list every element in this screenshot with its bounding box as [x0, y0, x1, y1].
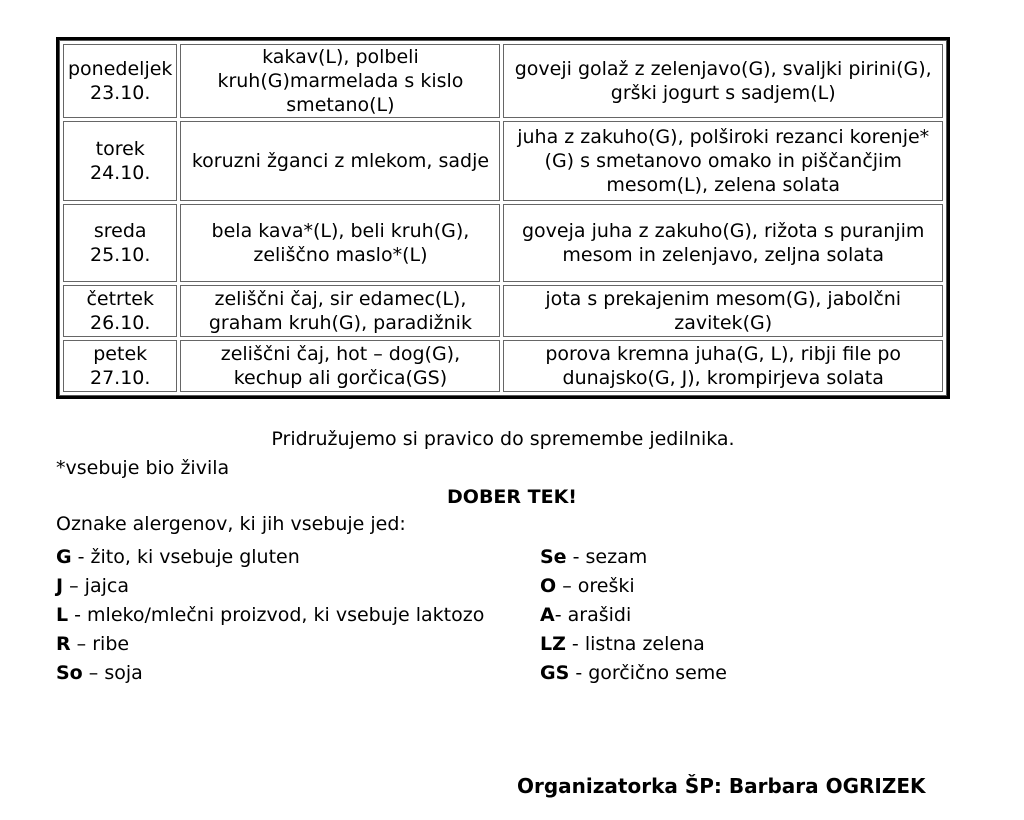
allergen-text: jajca — [84, 575, 129, 597]
allergen-code: L — [56, 604, 69, 626]
allergen-separator: - — [554, 604, 568, 626]
allergen-code: Se — [540, 546, 567, 568]
allergens-left-column — [56, 543, 486, 688]
signature: Organizatorka ŠP: Barbara OGRIZEK — [517, 774, 926, 798]
allergen-code: So — [56, 662, 83, 684]
allergen-item — [56, 601, 486, 630]
breakfast-cell: koruzni žganci z mlekom, sadje — [180, 121, 500, 201]
day-cell — [63, 44, 177, 118]
allergen-item — [56, 572, 486, 601]
breakfast-cell: zeliščni čaj, sir edamec(L), graham kruh(G), paradižnik — [180, 285, 500, 337]
menu-change-notice: Pridružujemo si pravico do spremembe jedilnika. — [271, 428, 735, 450]
allergen-item — [56, 543, 486, 572]
lunch-cell: goveji golaž z zelenjavo(G), svaljki pirini(G), grški jogurt s sadjem(L) — [503, 44, 943, 118]
allergen-item — [56, 659, 486, 688]
day-name: sreda — [93, 220, 147, 242]
allergen-text: sezam — [585, 546, 648, 568]
allergen-text: žito, ki vsebuje gluten — [90, 546, 300, 568]
day-cell — [63, 340, 177, 392]
allergen-item — [540, 659, 940, 688]
greeting: DOBER TEK! — [447, 486, 577, 508]
allergens-right-column — [540, 543, 940, 688]
lunch-cell: jota s prekajenim mesom(G), jabolčni zavitek(G) — [503, 285, 943, 337]
allergen-separator: - — [565, 633, 585, 655]
day-date: 26.10. — [89, 312, 151, 334]
allergen-code: A — [540, 604, 555, 626]
breakfast-cell: bela kava*(L), beli kruh(G), zeliščno maslo*(L) — [180, 204, 500, 282]
allergen-item — [540, 543, 940, 572]
allergen-text: gorčično seme — [588, 662, 727, 684]
allergen-code: J — [56, 575, 64, 597]
allergen-text: mleko/mlečni proizvod, ki vsebuje laktozo — [87, 604, 485, 626]
day-cell — [63, 285, 177, 337]
day-cell — [63, 121, 177, 201]
lunch-cell: porova kremna juha(G, L), ribji file po dunajsko(G, J), krompirjeva solata — [503, 340, 943, 392]
allergen-item — [540, 572, 940, 601]
allergens-title: Oznake alergenov, ki jih vsebuje jed: — [56, 513, 406, 535]
allergen-item — [540, 601, 940, 630]
allergen-code: G — [56, 546, 72, 568]
day-name: petek — [93, 343, 148, 365]
day-date: 27.10. — [89, 367, 151, 389]
allergen-item — [540, 630, 940, 659]
bio-note: *vsebuje bio živila — [56, 457, 230, 479]
allergen-text: soja — [104, 662, 143, 684]
allergen-text: ribe — [92, 633, 130, 655]
table-row — [63, 204, 943, 282]
allergen-code: O — [540, 575, 557, 597]
day-date: 23.10. — [89, 82, 151, 104]
table-row — [63, 121, 943, 201]
menu-table-frame — [56, 37, 950, 399]
day-name: četrtek — [86, 288, 154, 310]
day-cell — [63, 204, 177, 282]
allergen-separator: – — [82, 662, 105, 684]
allergen-separator: - — [68, 604, 88, 626]
day-date: 25.10. — [89, 244, 151, 266]
menu-table — [59, 40, 947, 396]
allergen-code: LZ — [540, 633, 566, 655]
allergen-separator: – — [70, 633, 93, 655]
allergen-text: arašidi — [567, 604, 632, 626]
allergen-separator: – — [556, 575, 578, 597]
allergen-text: oreški — [577, 575, 635, 597]
allergen-separator: – — [63, 575, 85, 597]
allergen-code: R — [56, 633, 71, 655]
allergen-separator: - — [566, 546, 586, 568]
day-name: ponedeljek — [68, 58, 173, 80]
lunch-cell: juha z zakuho(G), polširoki rezanci korenje*(G) s smetanovo omako in piščančjim mesom(L), zelena solata — [503, 121, 943, 201]
day-date: 24.10. — [89, 162, 151, 184]
day-name: torek — [95, 138, 145, 160]
allergen-code: GS — [540, 662, 570, 684]
allergen-text: listna zelena — [584, 633, 705, 655]
lunch-cell: goveja juha z zakuho(G), rižota s puranjim mesom in zelenjavo, zeljna solata — [503, 204, 943, 282]
allergen-item — [56, 630, 486, 659]
breakfast-cell: zeliščni čaj, hot – dog(G), kechup ali gorčica(GS) — [180, 340, 500, 392]
table-row — [63, 340, 943, 392]
allergen-separator: - — [71, 546, 91, 568]
breakfast-cell: kakav(L), polbeli kruh(G)marmelada s kislo smetano(L) — [180, 44, 500, 118]
table-row — [63, 285, 943, 337]
allergen-separator: - — [569, 662, 589, 684]
table-row — [63, 44, 943, 118]
